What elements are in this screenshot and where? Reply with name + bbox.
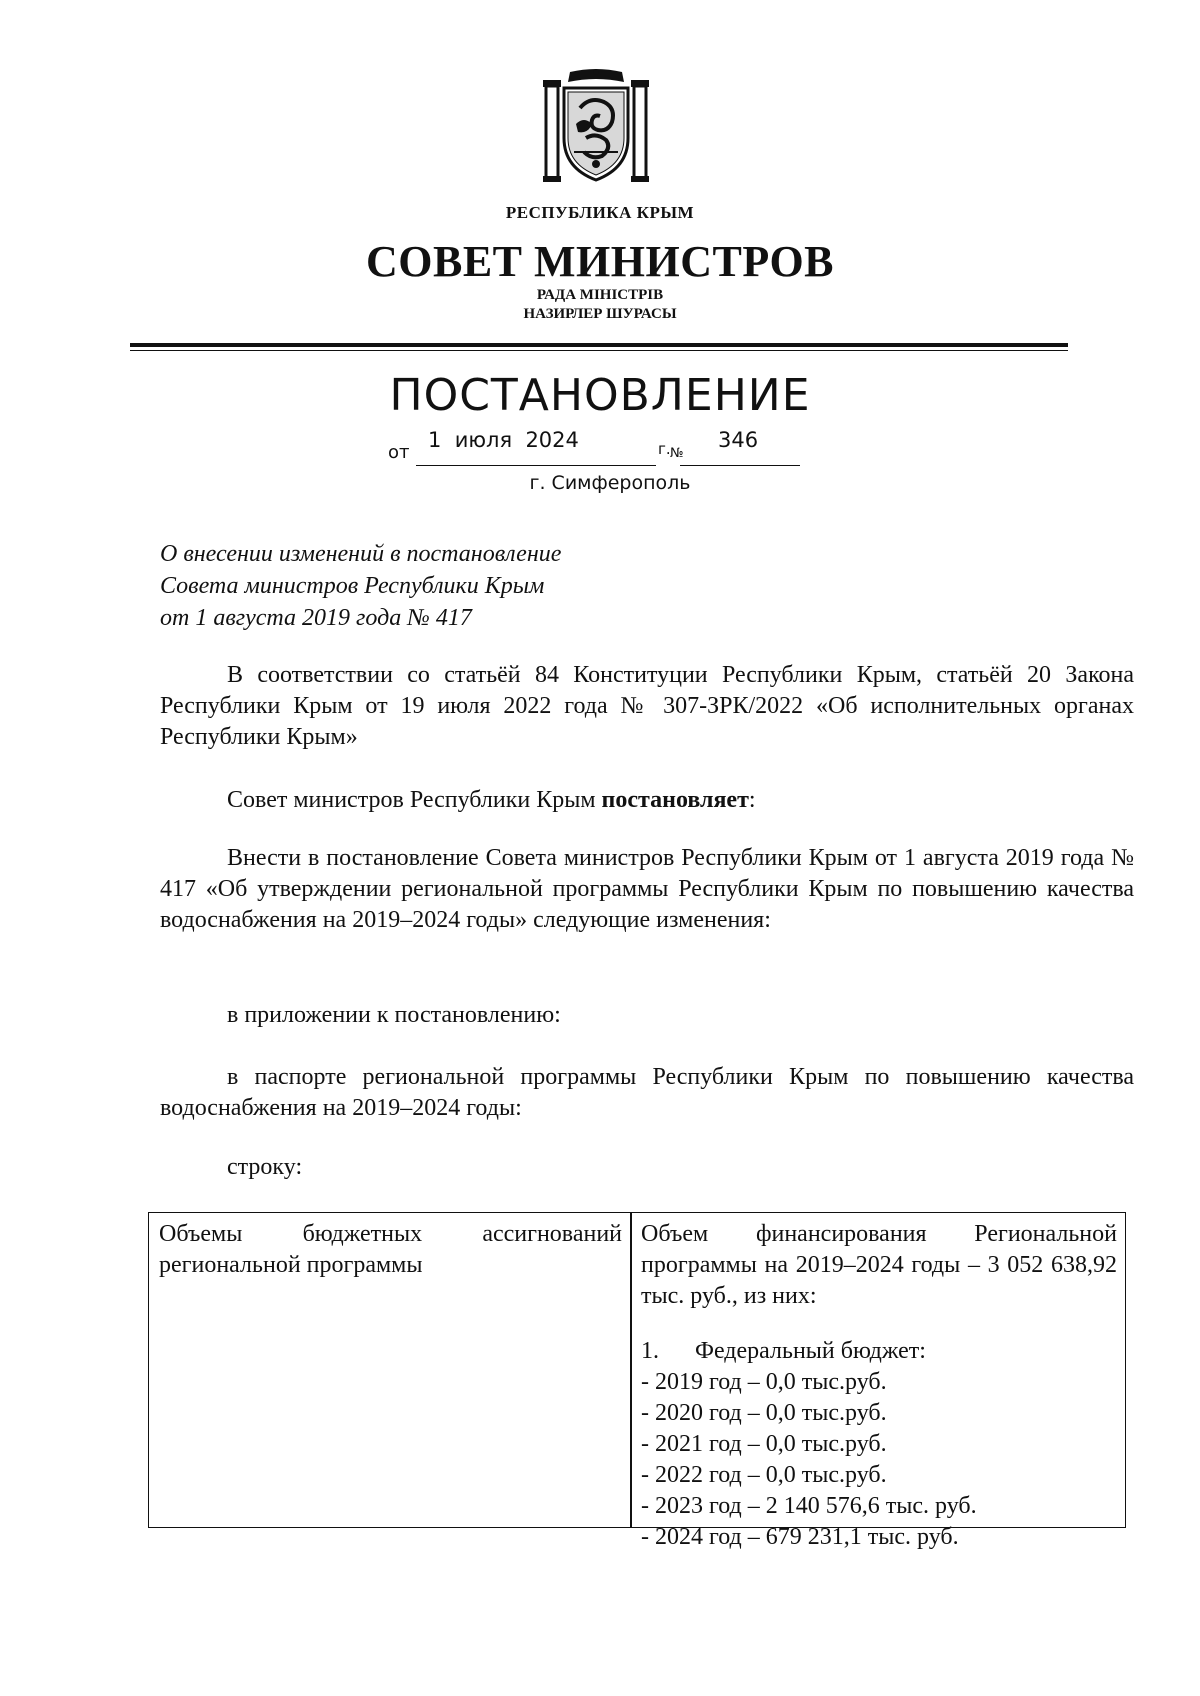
resolves-suffix: : xyxy=(748,787,756,813)
resolves-paragraph xyxy=(160,785,1134,816)
table-left-cell: Объемы бюджетных ассигнований региональной программы xyxy=(159,1221,622,1278)
resolves-prefix: Совет министров Республики Крым xyxy=(227,787,602,813)
federal-budget-line: - 2024 год – 679 231,1 тыс. руб. xyxy=(641,1524,959,1550)
subject-line: от 1 августа 2019 года № 417 xyxy=(160,605,472,631)
federal-budget-line: - 2019 год – 0,0 тыс.руб. xyxy=(641,1369,887,1395)
resolves-keyword: постановляет xyxy=(601,787,749,813)
council-title: СОВЕТ МИНИСТРОВ xyxy=(365,237,835,286)
resolution-date: 1 июля 2024 xyxy=(428,428,579,452)
federal-budget-line: - 2021 год – 0,0 тыс.руб. xyxy=(641,1431,887,1457)
date-prefix: от xyxy=(388,442,410,463)
nazirler-label: НАЗИРЛЕР ШУРАСЫ xyxy=(523,306,677,322)
federal-budget-line: - 2023 год – 2 140 576,6 тыс. руб. xyxy=(641,1493,977,1519)
year-suffix: г. xyxy=(658,440,671,458)
table-right-cell xyxy=(641,1219,1117,1553)
table-column-divider xyxy=(630,1213,632,1527)
funding-intro: Объем финансирования Региональной программы на 2019–2024 годы – 3 052 638,92 тыс. руб., из них: xyxy=(641,1221,1117,1309)
number-sign: № xyxy=(670,446,684,461)
rada-label: РАДА МІНІСТРІВ xyxy=(536,287,664,303)
crimea-coat-of-arms-icon xyxy=(540,68,652,186)
date-underline xyxy=(416,465,656,466)
subject-line: О внесении изменений в постановление xyxy=(160,541,562,567)
header-rule-thin xyxy=(130,350,1068,351)
preamble-paragraph: В соответствии со статьёй 84 Конституции Республики Крым, статьёй 20 Закона Республики Крым от 19 июля 2022 года № 307-ЗРК/2022 «Об исполнительных органах Республики Крым» xyxy=(160,662,1134,750)
subject-line: Совета министров Республики Крым xyxy=(160,573,545,599)
amendment-paragraph: Внести в постановление Совета министров Республики Крым от 1 августа 2019 года № 417 «Об утверждении региональной программы Республики Крым по повышению качества водоснабжения на 2019–2024 годы» следующие изменения: xyxy=(160,845,1134,933)
number-underline xyxy=(680,465,800,466)
republic-label: РЕСПУБЛИКА КРЫМ xyxy=(505,203,695,222)
appendix-paragraph: в приложении к постановлению: xyxy=(227,1002,561,1028)
program-funding-table xyxy=(148,1212,1126,1550)
resolution-date-row xyxy=(388,428,808,468)
resolution-title: ПОСТАНОВЛЕНИЕ xyxy=(389,370,811,421)
resolution-number: 346 xyxy=(718,428,759,452)
resolution-subject xyxy=(160,538,561,634)
federal-budget-line: - 2020 год – 0,0 тыс.руб. xyxy=(641,1400,887,1426)
federal-budget-heading: 1. Федеральный бюджет: xyxy=(641,1338,926,1364)
federal-budget-line: - 2022 год – 0,0 тыс.руб. xyxy=(641,1462,887,1488)
row-paragraph: строку: xyxy=(227,1154,303,1180)
passport-paragraph: в паспорте региональной программы Республики Крым по повышению качества водоснабжения на 2019–2024 годы: xyxy=(160,1064,1134,1121)
city-label: г. Симферополь xyxy=(529,472,691,494)
header-rule-thick xyxy=(130,343,1068,347)
